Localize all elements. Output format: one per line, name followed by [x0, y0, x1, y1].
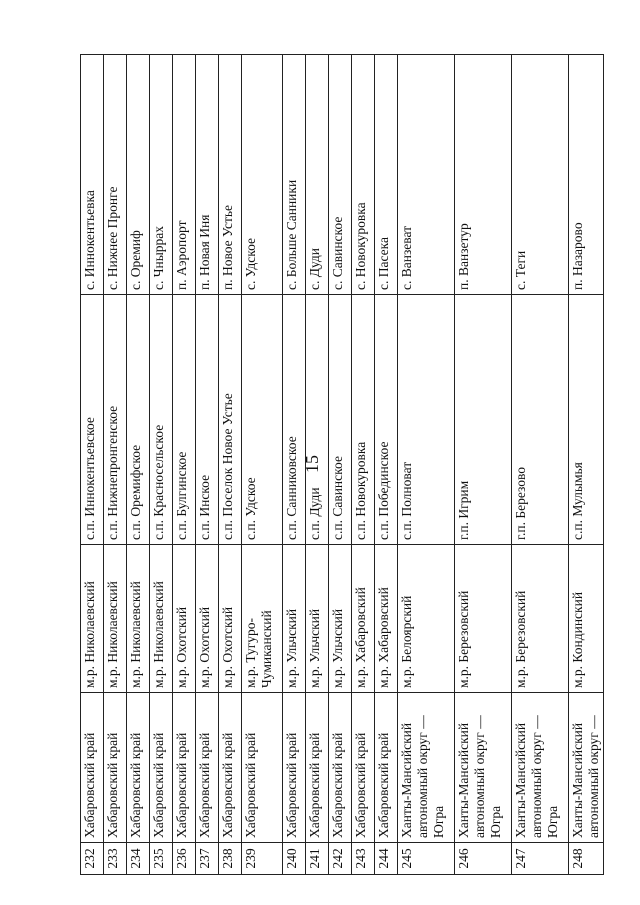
settlement-cell: с.п. Инское: [196, 295, 219, 545]
page-number: 15: [302, 455, 322, 473]
region-cell: Хабаровский край: [375, 693, 398, 843]
settlement-cell: с.п. Нижнепронгенское: [104, 295, 127, 545]
settlement-cell: с.п. Иннокентьевское: [81, 295, 104, 545]
settlement-cell: с.п. Мулымья: [569, 295, 604, 545]
locality-cell: с. Оремиф: [127, 55, 150, 295]
region-cell: Ханты-Мансийский автономный округ —: [569, 693, 604, 843]
region-cell: Хабаровский край: [196, 693, 219, 843]
district-cell: м.р. Николаевский: [81, 545, 104, 693]
region-cell: Ханты-Мансийский автономный округ — Югра: [398, 693, 455, 843]
settlement-cell: г.п. Игрим: [455, 295, 512, 545]
locality-cell: п. Новое Устье: [219, 55, 242, 295]
table-row: [81, 55, 104, 875]
table-row: [375, 55, 398, 875]
row-number: 248: [569, 843, 604, 875]
locality-cell: с. Ванзеват: [398, 55, 455, 295]
district-cell: м.р. Тугуро-Чумиканский: [242, 545, 283, 693]
region-cell: Хабаровский край: [81, 693, 104, 843]
locality-cell: п. Новая Иня: [196, 55, 219, 295]
table-row: [196, 55, 219, 875]
district-cell: м.р. Хабаровский: [375, 545, 398, 693]
table-row: [398, 55, 455, 875]
table-row: [150, 55, 173, 875]
settlement-cell: с.п. Булгинское: [173, 295, 196, 545]
table-row: [104, 55, 127, 875]
table-row: [242, 55, 283, 875]
locality-cell: с. Больше Санники: [283, 55, 306, 295]
settlement-cell: г.п. Березово: [512, 295, 569, 545]
settlement-cell: с.п. Побединское: [375, 295, 398, 545]
table-row: [219, 55, 242, 875]
locality-cell: п. Назарово: [569, 55, 604, 295]
district-cell: м.р. Хабаровский: [352, 545, 375, 693]
row-number: 243: [352, 843, 375, 875]
settlement-cell: с.п. Поселок Новое Устье: [219, 295, 242, 545]
locality-cell: п. Аэропорт: [173, 55, 196, 295]
row-number: 247: [512, 843, 569, 875]
district-cell: м.р. Охотский: [219, 545, 242, 693]
table-row: [283, 55, 306, 875]
district-cell: м.р. Белоярский: [398, 545, 455, 693]
table-row: [127, 55, 150, 875]
settlement-cell: с.п. Дуди: [306, 295, 329, 545]
region-cell: Хабаровский край: [127, 693, 150, 843]
district-cell: м.р. Кондинский: [569, 545, 604, 693]
settlement-cell: с.п. Оремифское: [127, 295, 150, 545]
locality-cell: с. Дуди: [306, 55, 329, 295]
row-number: 242: [329, 843, 352, 875]
settlement-cell: с.п. Новокуровка: [352, 295, 375, 545]
settlement-cell: с.п. Полноват: [398, 295, 455, 545]
district-cell: м.р. Ульчский: [283, 545, 306, 693]
region-cell: Хабаровский край: [352, 693, 375, 843]
district-cell: м.р. Березовский: [512, 545, 569, 693]
table-row: [512, 55, 569, 875]
district-cell: м.р. Николаевский: [150, 545, 173, 693]
row-number: 244: [375, 843, 398, 875]
region-cell: Хабаровский край: [173, 693, 196, 843]
row-number: 232: [81, 843, 104, 875]
row-number: 237: [196, 843, 219, 875]
row-number: 245: [398, 843, 455, 875]
table-row: [173, 55, 196, 875]
district-cell: м.р. Николаевский: [104, 545, 127, 693]
table-row: [455, 55, 512, 875]
settlement-cell: с.п. Красносельское: [150, 295, 173, 545]
row-number: 238: [219, 843, 242, 875]
district-cell: м.р. Ульчский: [306, 545, 329, 693]
row-number: 233: [104, 843, 127, 875]
rotated-table-container: [80, 55, 601, 875]
row-number: 240: [283, 843, 306, 875]
settlement-cell: с.п. Удское: [242, 295, 283, 545]
region-cell: Хабаровский край: [219, 693, 242, 843]
district-cell: м.р. Ульчский: [329, 545, 352, 693]
district-cell: м.р. Охотский: [196, 545, 219, 693]
settlements-table: [80, 54, 604, 875]
region-cell: Ханты-Мансийский автономный округ — Югра: [512, 693, 569, 843]
document-table-frame: [80, 55, 601, 875]
table-row: [569, 55, 604, 875]
locality-cell: с. Савинское: [329, 55, 352, 295]
region-cell: Ханты-Мансийский автономный округ — Югра: [455, 693, 512, 843]
locality-cell: с. Пасека: [375, 55, 398, 295]
region-cell: Хабаровский край: [329, 693, 352, 843]
table-row: [306, 55, 329, 875]
row-number: 236: [173, 843, 196, 875]
locality-cell: с. Новокуровка: [352, 55, 375, 295]
region-cell: Хабаровский край: [283, 693, 306, 843]
locality-cell: с. Чныррах: [150, 55, 173, 295]
locality-cell: п. Ванзетур: [455, 55, 512, 295]
locality-cell: с. Нижнее Пронге: [104, 55, 127, 295]
locality-cell: с. Иннокентьевка: [81, 55, 104, 295]
row-number: 241: [306, 843, 329, 875]
row-number: 234: [127, 843, 150, 875]
row-number: 246: [455, 843, 512, 875]
row-number: 239: [242, 843, 283, 875]
row-number: 235: [150, 843, 173, 875]
region-cell: Хабаровский край: [150, 693, 173, 843]
district-cell: м.р. Березовский: [455, 545, 512, 693]
region-cell: Хабаровский край: [306, 693, 329, 843]
table-row: [352, 55, 375, 875]
table-row: [329, 55, 352, 875]
district-cell: м.р. Николаевский: [127, 545, 150, 693]
locality-cell: с. Удское: [242, 55, 283, 295]
region-cell: Хабаровский край: [104, 693, 127, 843]
locality-cell: с. Теги: [512, 55, 569, 295]
district-cell: м.р. Охотский: [173, 545, 196, 693]
settlement-cell: с.п. Санниковское: [283, 295, 306, 545]
region-cell: Хабаровский край: [242, 693, 283, 843]
settlement-cell: с.п. Савинское: [329, 295, 352, 545]
